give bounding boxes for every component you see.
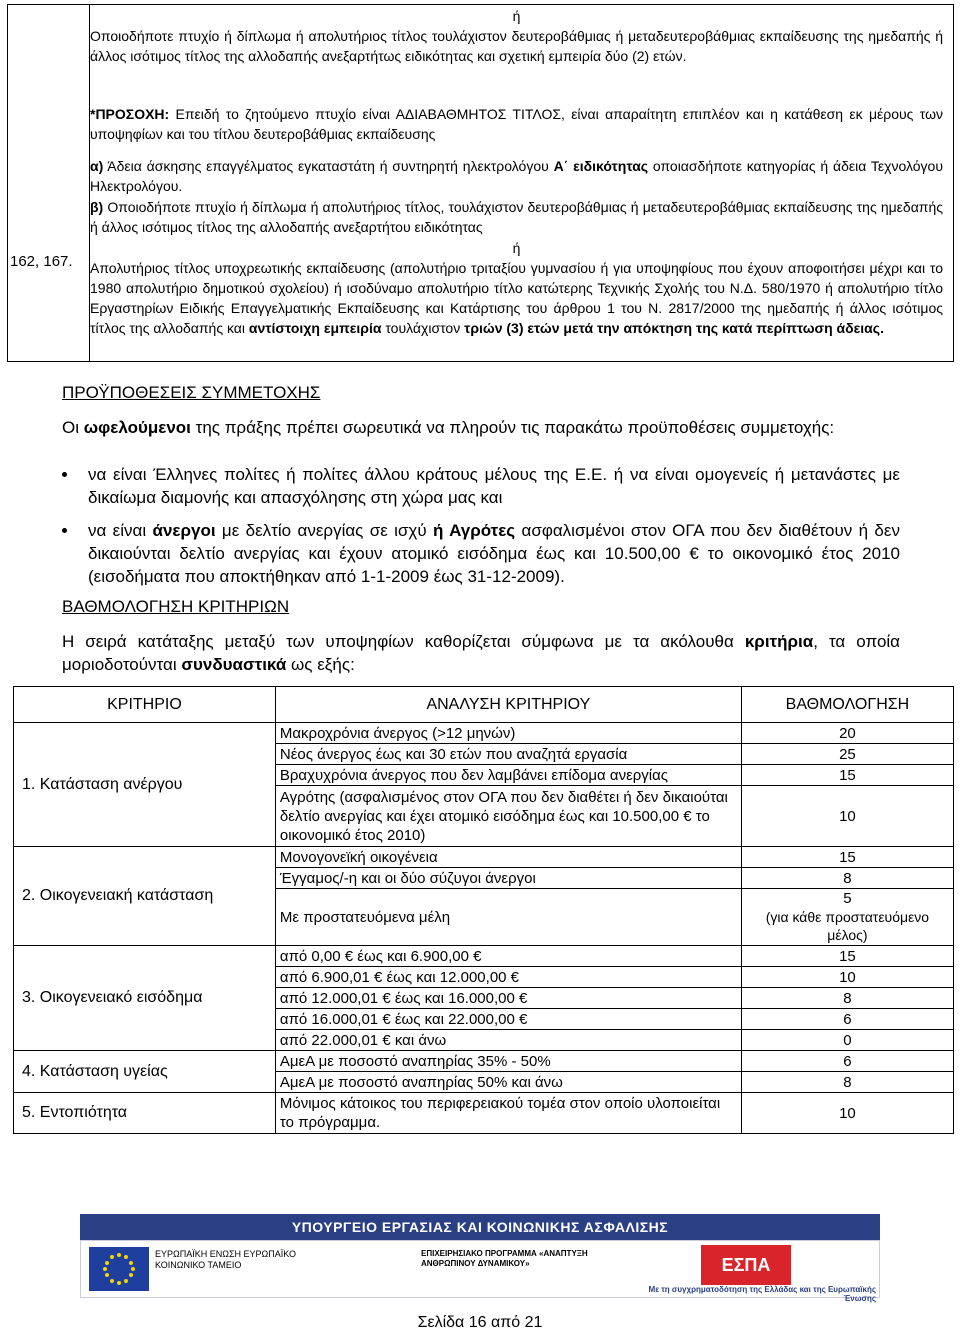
table-row-desc: Μονογονεϊκή οικογένεια — [275, 847, 741, 868]
score-note: (για κάθε προστατευόμενο μέλος) — [765, 909, 930, 943]
table-row-score: 8 — [741, 988, 953, 1009]
qualification-para-1: Οποιοδήποτε πτυχίο ή δίπλωμα ή απολυτήριος τίτλος τουλάχιστον δευτεροβάθμιας ή μεταδευτεροβάθμιας εκπαίδευσης της ημεδαπής ή άλλος ισότιμος τίτλος της αλλοδαπής ανεξαρτήτως ειδικότητας και σχετική εμπειρία δύο (2) ετών. — [90, 28, 943, 64]
program-logo: ΕΠΙΧΕΙΡΗΣΙΑΚΟ ΠΡΟΓΡΑΜΜΑ «ΑΝΑΠΤΥΞΗ ΑΝΘΡΩΠΙΝΟΥ ΔΥΝΑΜΙΚΟΥ» — [421, 1249, 588, 1268]
option-c: Απολυτήριος τίτλος υποχρεωτικής εκπαίδευσης (απολυτήριο τριταξίου γυμνασίου ή για υποψηφίους που έχουν αποφοιτήσει μέχρι και το 1980 απολυτήριο δημοτικού σχολείου) ή ισοδύναμο απολυτήριο τίτλο κατώτερης Τεχνικής Σχολής του Ν.Δ. 580/1970 ή απολυτήριο τίτλο Εργαστηρίων Ειδικής Επαγγελματικής Εκπαίδευσης και Κατάρτισης του άρθρου 1 του Ν. 2817/2000 της ημεδαπής ή άλλος ισότιμος τίτλος της αλλοδαπής και αντίστοιχη εμπειρία τουλάχιστον τριών (3) ετών μετά την απόκτηση της κατά περίπτωση άδειας. — [90, 260, 943, 336]
table-row-desc: από 12.000,01 € έως και 16.000,00 € — [275, 988, 741, 1009]
table-row-desc: Έγγαμος/-η και οι δύο σύζυγοι άνεργοι — [275, 868, 741, 889]
warning-note: *ΠΡΟΣΟΧΗ: Επειδή το ζητούμενο πτυχίο είναι ΑΔΙΑΒΑΘΜΗΤΟΣ ΤΙΤΛΟΣ, είναι απαραίτητη επιπλέον και η κατάθεση εκ μέρους των υποψηφίων και του τίτλου δευτεροβάθμιας εκπαίδευσης — [90, 106, 943, 142]
table-row-score: 15 — [741, 847, 953, 868]
table-row-score: 20 — [741, 723, 953, 744]
participation-intro: Οι ωφελούμενοι της πράξης πρέπει σωρευτικά να πληρούν τις παρακάτω προϋποθέσεις συμμετοχής: — [62, 418, 835, 437]
table-row-desc: από 16.000,01 € έως και 22.000,00 € — [275, 1009, 741, 1030]
criterion-health: 4. Κατάσταση υγείας — [14, 1051, 276, 1093]
refs-cell — [8, 5, 90, 361]
table-row-desc: Μόνιμος κάτοικος του περιφερειακού τομέα στον οποίο υλοποιείται το πρόγραμμα. — [275, 1093, 741, 1134]
grading-heading: ΒΑΘΜΟΛΟΓΗΣΗ ΚΡΙΤΗΡΙΩΝ — [62, 597, 290, 616]
table-row-desc: ΑμεΑ με ποσοστό αναπηρίας 50% και άνω — [275, 1072, 741, 1093]
table-row-score: 15 — [741, 946, 953, 967]
table-row-score: 10 — [741, 1093, 953, 1134]
criteria-score-table — [13, 686, 954, 1134]
table-row-score: 6 — [741, 1009, 953, 1030]
header-analysis: ΑΝΑΛΥΣΗ ΚΡΙΤΗΡΙΟΥ — [275, 687, 741, 723]
table-row-score: 15 — [741, 765, 953, 786]
table-row-desc: Βραχυχρόνια άνεργος που δεν λαμβάνει επίδομα ανεργίας — [275, 765, 741, 786]
table-row-score: 0 — [741, 1030, 953, 1051]
table-row-desc: Αγρότης (ασφαλισμένος στον ΟΓΑ που δεν διαθέτει ή δεν δικαιούται δελτίο ανεργίας και έχει ατομικό εισόδημα έως και 10.500,00 € το οικονομικό έτος 2010) — [275, 786, 741, 847]
eu-text: ΕΥΡΩΠΑΪΚΗ ΕΝΩΣΗ ΕΥΡΩΠΑΪΚΟ ΚΟΙΝΩΝΙΚΟ ΤΑΜΕΙΟ — [155, 1249, 297, 1270]
table-row-score: 10 — [741, 786, 953, 847]
table-row-desc: Με προστατευόμενα μέλη — [275, 889, 741, 946]
header-score: ΒΑΘΜΟΛΟΓΗΣΗ — [741, 687, 953, 723]
table-row-desc: από 0,00 € έως και 6.900,00 € — [275, 946, 741, 967]
warning-label: *ΠΡΟΣΟΧΗ: — [90, 106, 170, 122]
bullet-icon — [62, 472, 67, 477]
or-connector: ή — [512, 8, 521, 24]
eu-flag-icon — [89, 1247, 149, 1291]
criterion-family: 2. Οικογενειακή κατάσταση — [14, 847, 276, 946]
participation-heading: ΠΡΟΫΠΟΘΕΣΕΙΣ ΣΥΜΜΕΤΟΧΗΣ — [62, 383, 321, 402]
or-connector-2: ή — [512, 240, 521, 256]
option-b: β) Οποιοδήποτε πτυχίο ή δίπλωμα ή απολυτήριος τίτλος, τουλάχιστον δευτεροβάθμιας ή μεταδευτεροβάθμιας εκπαίδευσης της ημεδαπής ή άλλος ισότιμος τίτλος της αλλοδαπής ανεξαρτήτου ειδικότητας — [90, 199, 943, 235]
espa-cofunding-text: Με τη συγχρηματοδότηση της Ελλάδας και της Ευρωπαϊκής Ένωσης — [648, 1285, 876, 1303]
table-row-desc: ΑμεΑ με ποσοστό αναπηρίας 35% - 50% — [275, 1051, 741, 1072]
page-number: Σελίδα 16 από 21 — [417, 1314, 543, 1331]
table-row-score: 10 — [741, 967, 953, 988]
position-refs: 162, 167. — [10, 253, 73, 270]
criterion-unemployment: 1. Κατάσταση ανέργου — [14, 723, 276, 847]
table-row-desc: από 22.000,01 € και άνω — [275, 1030, 741, 1051]
table-row-desc: από 6.900,01 € έως και 12.000,00 € — [275, 967, 741, 988]
funding-banner — [80, 1214, 880, 1303]
grading-intro: Η σειρά κατάταξης μεταξύ των υποψηφίων καθορίζεται σύμφωνα με τα ακόλουθα κριτήρια, τα οποία μοριοδοτούνται συνδυαστικά ως εξής: — [62, 632, 900, 674]
table-row-score: 8 — [741, 1072, 953, 1093]
option-a: α) Άδεια άσκησης επαγγέλματος εγκαταστάτη ή συντηρητή ηλεκτρολόγου Α΄ ειδικότητας οποιασδήποτε κατηγορίας ή άδεια Τεχνολόγου Ηλεκτρολόγου. — [90, 158, 943, 194]
criterion-income: 3. Οικογενειακό εισόδημα — [14, 946, 276, 1051]
criterion-locality: 5. Εντοπιότητα — [14, 1093, 276, 1134]
table-row-score: 6 — [741, 1051, 953, 1072]
table-row-score: 5 (για κάθε προστατευόμενο μέλος) — [741, 889, 953, 946]
header-criterion: ΚΡΙΤΗΡΙΟ — [14, 687, 276, 723]
table-row-desc: Νέος άνεργος έως και 30 ετών που αναζητά εργασία — [275, 744, 741, 765]
table-row-desc: Μακροχρόνια άνεργος (>12 μηνών) — [275, 723, 741, 744]
table-row-score: 25 — [741, 744, 953, 765]
ministry-title: ΥΠΟΥΡΓΕΙΟ ΕΡΓΑΣΙΑΣ ΚΑΙ ΚΟΙΝΩΝΙΚΗΣ ΑΣΦΑΛΙΣΗΣ — [80, 1214, 880, 1240]
bullet-icon — [62, 528, 67, 533]
espa-logo: ΕΣΠΑ — [701, 1245, 791, 1285]
table-row-score: 8 — [741, 868, 953, 889]
